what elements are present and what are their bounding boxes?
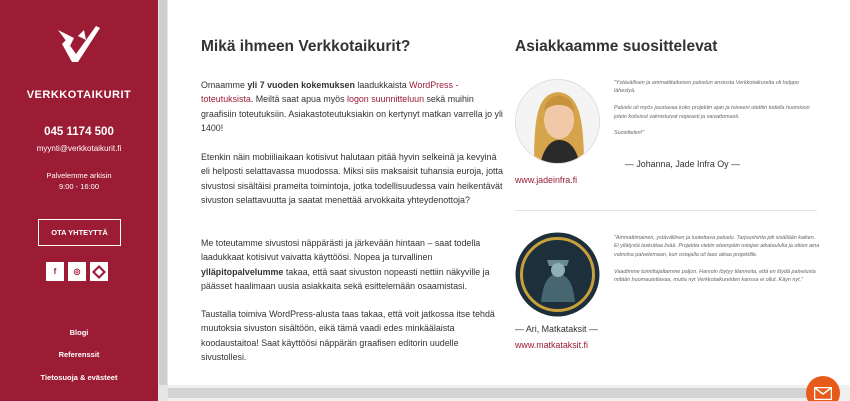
paragraph-wordpress: Taustalla toimiva WordPress-alusta taas takaa, että voit jatkossa itse tehdä muutoksia sivuston sisältöön, eikä tämä vaadi edes minkäälaista koodaustaitoa! Saat käyttöösi näppärän graafisen editorin uudelle sivustollesi.	[201, 309, 495, 362]
hours-value: 9:00 - 16:00	[58, 182, 100, 191]
testimonial-quote-1: "Ystävällisen ja ammattitaitoisen palvelun ansiosta Verkkotaikureita oli helppo lähestyä. Palvelu oli myös joustavaa koko projektin ajan ja toiveeni otettiin todella huomioon jotein kotisivut valmistuivat nopeasti ja vaivattomasti. Suosittelen!"	[614, 80, 810, 137]
section-title-testimonials: Asiakkaamme suosittelevat	[515, 38, 718, 55]
paragraph-maintenance: Me toteutamme sivustosi näppärästi ja järkevään hintaan – saat todella laadukkaat kotisivut vaivatta käyttöösi. Nopea ja turvallinen ylläpitopalvelumme takaa, että saat sivuston nopeasti nettiin näkyville ja päässet haalimaan uusia asiakkaita sekä esittelemään osaamistasi.	[201, 238, 490, 291]
wordpress-link[interactable]: WordPress -toteutuksista	[201, 80, 459, 105]
testimonial-link-1[interactable]: www.jadeinfra.fi	[515, 175, 578, 185]
brand-name: VERKKOTAIKURIT	[26, 89, 132, 101]
instagram-icon[interactable]: ◎	[68, 262, 86, 281]
logo-design-link[interactable]: logon suunnitteluun	[347, 94, 425, 105]
horizontal-scrollbar[interactable]	[168, 385, 850, 401]
paragraph-mobile: Etenkin näin mobiiliaikaan kotisivut halutaan pitää hyvin selkeinä ja kevyinä eli helposti selattavassa muodossa. Miksi siis maksaisit tuhansia euroja, jotta sivustosi sisältäisi prameita toimintoja, jotka todellisuudessa vain heikentävät sivuston selattavuutta ja saatat menettää arvokkaita yhteydenottoja?	[201, 152, 503, 205]
email-address[interactable]: myynti@verkkotaikurit.fi	[36, 144, 122, 153]
section-title-about: Mikä ihmeen Verkkotaikurit?	[201, 38, 411, 55]
avatar-ari	[515, 232, 600, 317]
scrollbar-thumb[interactable]	[159, 0, 167, 385]
hours-label: Palvelemme arkisin	[46, 171, 112, 180]
nav-item-privacy[interactable]: Tietosuoja & evästeet	[40, 373, 118, 382]
paragraph-intro: Omaamme yli 7 vuoden kokemuksen laadukkaista WordPress -toteutuksista. Meiltä saat apua myös logon suunnitteluun sekä muihin graafisiin toteutuksiin. Asiakastoteutuksiakin on kertynyt matkan varrella jo yli 1400!	[201, 80, 503, 133]
phone-number[interactable]: 045 1174 500	[44, 126, 114, 138]
nav-item-blog[interactable]: Blogi	[69, 328, 89, 337]
nav-item-references[interactable]: Referenssit	[58, 350, 100, 359]
sidebar	[0, 0, 158, 401]
brand-diamond-icon[interactable]	[90, 262, 108, 281]
testimonial-signature-1: — Johanna, Jade Infra Oy —	[625, 159, 740, 169]
logo-icon[interactable]	[56, 24, 102, 64]
social-links	[46, 262, 112, 281]
contact-button[interactable]: OTA YHTEYTTÄ	[38, 219, 121, 246]
scrollbar-thumb[interactable]	[168, 388, 834, 398]
avatar-johanna	[515, 79, 600, 164]
vertical-scrollbar[interactable]	[158, 0, 168, 401]
mail-icon	[814, 387, 832, 400]
testimonial-link-2[interactable]: www.matkataksit.fi	[515, 340, 588, 350]
testimonial-quote-2: "Ammattimainen, ystävällinen ja luotettava palvelu. Tarjoushinta piti sisällään kaiken. Ei yllätystä laskuttaa lisää. Projektia vietiin eteenpäin ostajan aikataululla ja ottien aina valmiina palvelemaan, kun ostajalla oli taas aikaa projektille. Vaadimme toimittajaltamme paljon. Harvoin löytyy tilanneita, että en löydä palvelusta mitään huomautettavaa, mutta nyt Verkkotaikureiden kanssa ei ollut. Käyn nyt."	[614, 235, 820, 284]
divider	[515, 210, 817, 211]
facebook-icon[interactable]: f	[46, 262, 64, 281]
main-content	[168, 0, 850, 401]
testimonial-signature-2: — Ari, Matkataksit —	[515, 324, 598, 334]
